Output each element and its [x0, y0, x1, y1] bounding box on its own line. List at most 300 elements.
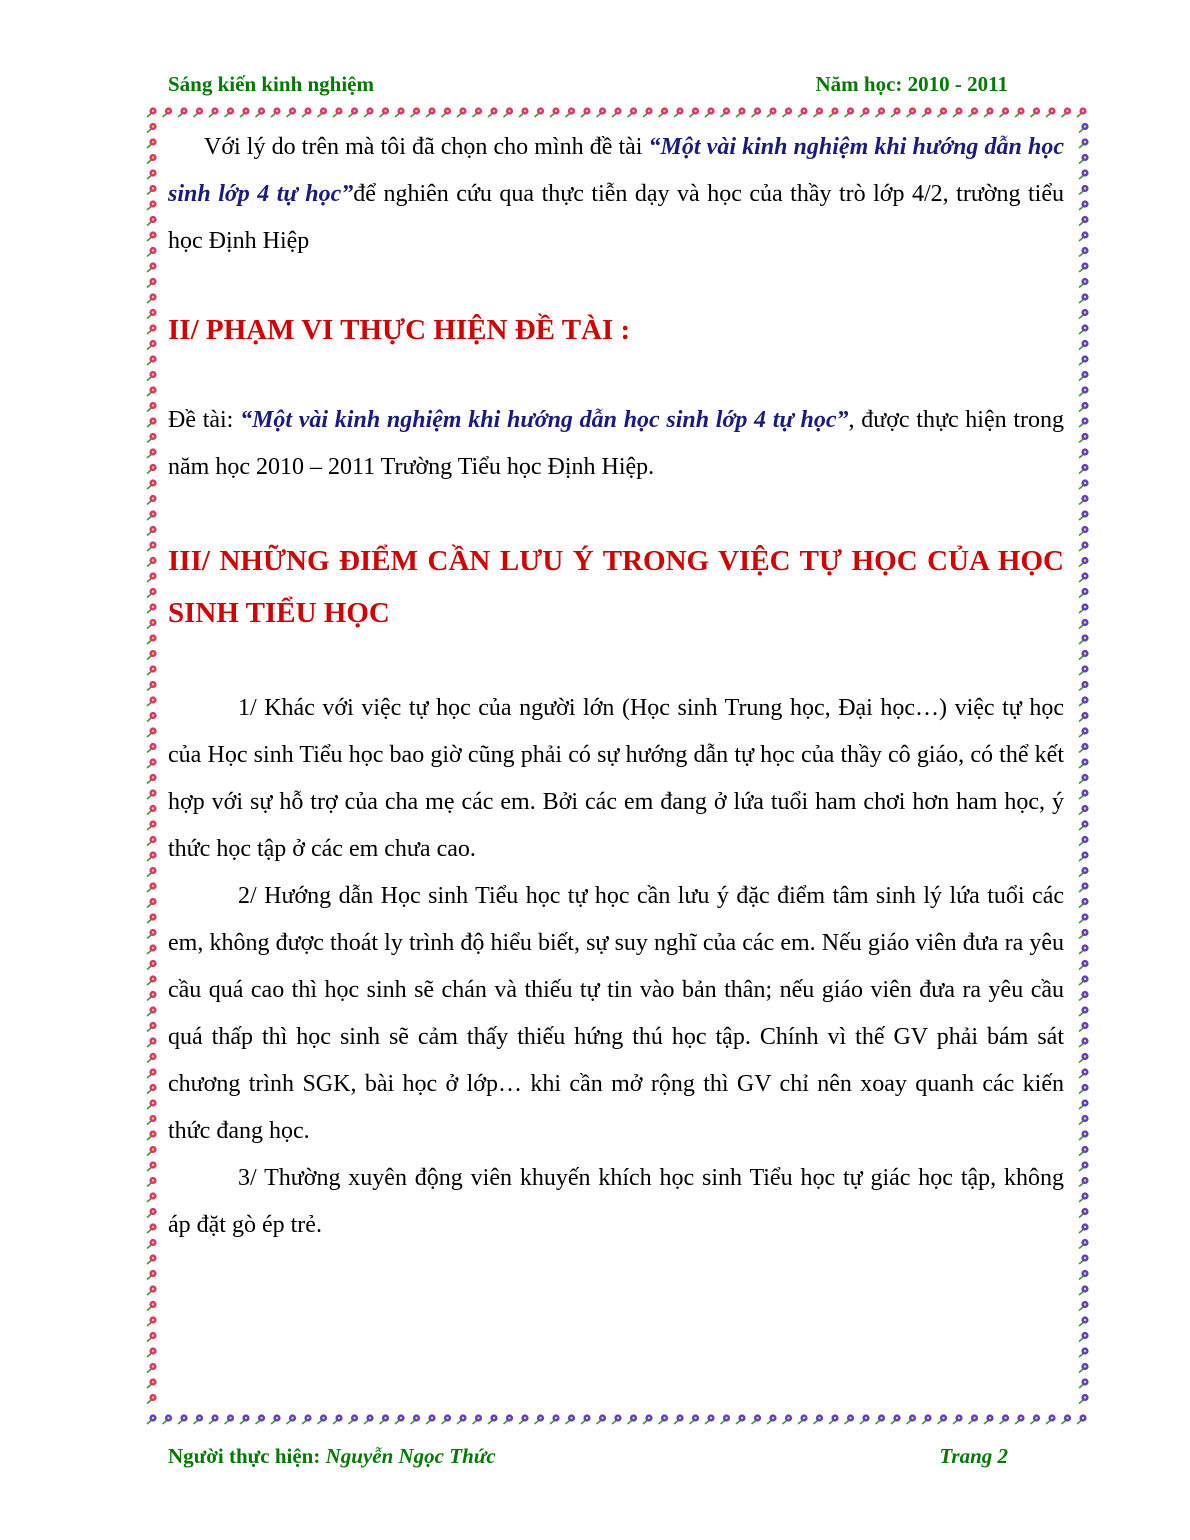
border-flower [302, 107, 312, 117]
border-flower [783, 1414, 793, 1424]
border-flower [147, 867, 157, 877]
border-flower [1079, 448, 1089, 458]
border-flower [1079, 185, 1089, 195]
border-flower [488, 1414, 498, 1424]
border-flower [1079, 743, 1089, 753]
border-flower [1079, 355, 1089, 365]
border-flower [147, 417, 157, 427]
border-flower [643, 107, 653, 117]
border-flower [256, 107, 266, 117]
border-flower [147, 1006, 157, 1016]
border-flower [147, 960, 157, 970]
border-flower [147, 991, 157, 1001]
border-flower [209, 107, 219, 117]
border-flower [147, 355, 157, 365]
border-flower [1046, 107, 1056, 117]
border-flower [1079, 1037, 1089, 1047]
border-flower [597, 1414, 607, 1424]
border-flower [147, 1130, 157, 1140]
border-flower [256, 1414, 266, 1424]
border-flower [194, 1414, 204, 1424]
border-flower [752, 107, 762, 117]
border-flower [1079, 1316, 1089, 1326]
intro-paragraph [168, 124, 1064, 265]
point-1-paragraph: 1/ Khác với việc tự học của người lớn (Học sinh Trung học, Đại học…) việc tự học của Học sinh Tiểu học bao giờ cũng phải có sự hướng dẫn tự học của thầy cô giáo, có thể kết hợp với sự hỗ trợ của cha mẹ các em. Bởi các em đang ở lứa tuổi ham chơi hơn ham học, ý thức học tập ở các em chưa cao. [168, 695, 1064, 862]
border-flower [147, 712, 157, 722]
header-title: Sáng kiến kinh nghiệm [168, 72, 375, 96]
border-flower [163, 107, 173, 117]
border-flower [829, 107, 839, 117]
border-flower [240, 107, 250, 117]
border-flower [147, 913, 157, 923]
border-flower [147, 727, 157, 737]
border-flower [1031, 107, 1041, 117]
border-flower [1079, 154, 1089, 164]
border-flower [1079, 727, 1089, 737]
border-flower [535, 1414, 545, 1424]
border-flower [736, 107, 746, 117]
border-flower [1079, 526, 1089, 536]
border-flower [147, 371, 157, 381]
border-flower [1000, 107, 1010, 117]
border-flower [550, 1414, 560, 1424]
page-header [168, 72, 1008, 97]
border-flower [147, 479, 157, 489]
border-flower [907, 107, 917, 117]
border-flower [1079, 510, 1089, 520]
border-flower [1079, 340, 1089, 350]
border-flower [519, 1414, 529, 1424]
border-flower [147, 1146, 157, 1156]
border-flower [147, 293, 157, 303]
border-flower [147, 1394, 157, 1404]
border-flower [690, 1414, 700, 1424]
author-name: Nguyễn Ngọc Thức [325, 1444, 496, 1468]
border-flower [147, 1414, 157, 1424]
border-flower [287, 107, 297, 117]
border-flower [178, 107, 188, 117]
border-flower [1079, 1053, 1089, 1063]
border-flower [1079, 1099, 1089, 1109]
border-flower [147, 138, 157, 148]
border-flower [147, 402, 157, 412]
border-flower [1079, 805, 1089, 815]
border-flower [147, 154, 157, 164]
border-flower [1079, 603, 1089, 613]
border-flower [1079, 1239, 1089, 1249]
border-flower [1079, 309, 1089, 319]
border-flower [705, 1414, 715, 1424]
border-flower [721, 107, 731, 117]
border-flower [147, 526, 157, 536]
border-flower [1079, 960, 1089, 970]
border-flower [318, 1414, 328, 1424]
border-flower [147, 386, 157, 396]
border-flower [147, 1115, 157, 1125]
border-flower [1079, 1022, 1089, 1032]
border-flower [1079, 1130, 1089, 1140]
border-flower [984, 1414, 994, 1424]
border-flower [1079, 789, 1089, 799]
border-flower [457, 107, 467, 117]
page-content [168, 124, 1064, 1249]
border-flower [147, 929, 157, 939]
border-flower [597, 107, 607, 117]
border-flower [581, 1414, 591, 1424]
border-flower [519, 107, 529, 117]
border-flower [1062, 1414, 1072, 1424]
border-flower [147, 1378, 157, 1388]
border-flower [1079, 138, 1089, 148]
border-flower [147, 603, 157, 613]
border-flower [147, 1068, 157, 1078]
border-flower [922, 107, 932, 117]
border-flower [845, 1414, 855, 1424]
footer-author [168, 1444, 496, 1469]
border-flower [442, 107, 452, 117]
border-flower [147, 820, 157, 830]
border-flower [705, 107, 715, 117]
border-flower [1079, 634, 1089, 644]
border-flower [907, 1414, 917, 1424]
border-flower [488, 107, 498, 117]
border-flower [147, 836, 157, 846]
spacer [168, 491, 1064, 535]
border-flower [938, 1414, 948, 1424]
border-flower [147, 944, 157, 954]
border-flower [814, 1414, 824, 1424]
border-flower [1079, 200, 1089, 210]
border-flower [147, 231, 157, 241]
border-flower [1079, 774, 1089, 784]
border-flower [922, 1414, 932, 1424]
border-flower [752, 1414, 762, 1424]
border-flower [876, 1414, 886, 1424]
border-flower [1079, 944, 1089, 954]
page-footer [168, 1444, 1008, 1469]
border-flower [1079, 1332, 1089, 1342]
border-flower [1079, 1363, 1089, 1373]
border-flower [225, 1414, 235, 1424]
border-flower [147, 696, 157, 706]
border-flower [535, 107, 545, 117]
point-2-paragraph: 2/ Hướng dẫn Học sinh Tiểu học tự học cần lưu ý đặc điểm tâm sinh lý lứa tuổi các em, không được thoát ly trình độ hiểu biết, sự suy nghĩ của các em. Nếu giáo viên đưa ra yêu cầu quá cao thì học sinh sẽ chán và thiếu tự tin vào bản thân; nếu giáo viên đưa ra yêu cầu quá thấp thì học sinh sẽ cảm thấy thiếu hứng thú học tập. Chính vì thế GV phải bám sát chương trình SGK, bài học ở lớp… khi cần mở rộng thì GV chỉ nên xoay quanh các kiến thức đang học. [168, 883, 1064, 1144]
border-flower [147, 1037, 157, 1047]
border-flower [147, 882, 157, 892]
border-flower [1079, 1270, 1089, 1280]
border-flower [147, 650, 157, 660]
border-flower [426, 107, 436, 117]
border-flower [969, 1414, 979, 1424]
border-flower [721, 1414, 731, 1424]
border-flower [1079, 1161, 1089, 1171]
border-flower [333, 1414, 343, 1424]
border-flower [1079, 541, 1089, 551]
border-flower [891, 107, 901, 117]
border-flower [736, 1414, 746, 1424]
border-flower [1062, 107, 1072, 117]
border-flower [1079, 913, 1089, 923]
border-flower [891, 1414, 901, 1424]
border-flower [1079, 216, 1089, 226]
border-flower [147, 495, 157, 505]
border-flower [1079, 758, 1089, 768]
border-flower [1079, 1084, 1089, 1094]
border-flower [1077, 107, 1087, 117]
border-flower [1079, 1223, 1089, 1233]
border-flower [302, 1414, 312, 1424]
author-label: Người thực hiện: [168, 1444, 326, 1468]
border-flower [969, 107, 979, 117]
border-flower [147, 665, 157, 675]
header-school-year: Năm học: 2010 - 2011 [815, 72, 1008, 96]
border-flower [411, 107, 421, 117]
border-flower [829, 1414, 839, 1424]
border-flower [147, 1053, 157, 1063]
scope-text-continued: , được thực hiện trong năm học 2010 – 2011 Trường Tiểu học Định Hiệp. [168, 407, 1064, 480]
border-flower [1079, 1192, 1089, 1202]
border-flower [581, 107, 591, 117]
border-flower [1079, 1394, 1089, 1404]
border-flower [659, 1414, 669, 1424]
border-flower [147, 1347, 157, 1357]
border-flower [659, 107, 669, 117]
border-flower [147, 774, 157, 784]
border-flower [674, 107, 684, 117]
border-flower [1079, 712, 1089, 722]
border-flower [1079, 1254, 1089, 1264]
border-flower [1079, 1115, 1089, 1125]
border-flower [1079, 495, 1089, 505]
border-flower [473, 107, 483, 117]
border-flower [147, 464, 157, 474]
border-flower [814, 107, 824, 117]
border-flower [1079, 169, 1089, 179]
border-flower [1079, 991, 1089, 1001]
border-flower [938, 107, 948, 117]
border-flower [147, 758, 157, 768]
border-flower [1079, 386, 1089, 396]
border-flower [349, 1414, 359, 1424]
border-flower [1079, 557, 1089, 567]
border-flower [147, 1316, 157, 1326]
border-flower [147, 572, 157, 582]
border-flower [194, 107, 204, 117]
scope-topic-title: “Một vài kinh nghiệm khi hướng dẫn học sinh lớp 4 tự học” [240, 407, 849, 433]
border-flower [674, 1414, 684, 1424]
border-flower [147, 789, 157, 799]
border-flower [147, 262, 157, 272]
border-flower [1015, 107, 1025, 117]
border-flower [147, 1022, 157, 1032]
border-flower [271, 1414, 281, 1424]
border-flower [380, 107, 390, 117]
border-flower [628, 1414, 638, 1424]
border-flower [1079, 123, 1089, 133]
border-flower [783, 107, 793, 117]
point-3-paragraph: 3/ Thường xuyên động viên khuyến khích học sinh Tiểu học tự giác học tập, không áp đặt gò ép trẻ. [168, 1165, 1064, 1238]
border-flower [1079, 820, 1089, 830]
border-flower [147, 309, 157, 319]
border-flower [504, 1414, 514, 1424]
border-flower [1031, 1414, 1041, 1424]
border-flower [147, 123, 157, 133]
intro-topic-title: “Một vài kinh nghiệm khi hướng dẫn học sinh lớp 4 tự học” [168, 134, 1064, 207]
border-flower [1079, 231, 1089, 241]
border-flower [333, 107, 343, 117]
border-flower [1079, 851, 1089, 861]
border-flower [287, 1414, 297, 1424]
border-flower [147, 169, 157, 179]
border-flower [147, 216, 157, 226]
border-flower [147, 851, 157, 861]
border-flower [147, 340, 157, 350]
border-flower [984, 107, 994, 117]
border-flower [798, 1414, 808, 1424]
border-flower [147, 588, 157, 598]
border-flower [1079, 1146, 1089, 1156]
border-flower [147, 324, 157, 334]
border-flower [550, 107, 560, 117]
border-flower [566, 1414, 576, 1424]
border-flower [147, 1285, 157, 1295]
border-flower [1079, 867, 1089, 877]
border-flower [1079, 1208, 1089, 1218]
border-flower [643, 1414, 653, 1424]
border-flower [147, 1239, 157, 1249]
border-flower [1079, 247, 1089, 257]
border-flower [147, 185, 157, 195]
border-flower [147, 975, 157, 985]
border-flower [1079, 650, 1089, 660]
intro-text: Với lý do trên mà tôi đã chọn cho mình đề tài [204, 134, 649, 160]
border-flower [240, 1414, 250, 1424]
border-flower [147, 247, 157, 257]
border-flower [1000, 1414, 1010, 1424]
border-flower [147, 619, 157, 629]
border-flower [612, 107, 622, 117]
scope-paragraph [168, 397, 1064, 491]
section-3-heading: III/ NHỮNG ĐIỂM CẦN LƯU Ý TRONG VIỆC TỰ HỌC CỦA HỌC SINH TIỂU HỌC [168, 545, 1064, 629]
border-flower [271, 107, 281, 117]
border-flower [1079, 262, 1089, 272]
border-flower [798, 107, 808, 117]
border-flower [442, 1414, 452, 1424]
section-2-heading: II/ PHẠM VI THỰC HIỆN ĐỀ TÀI : [168, 314, 631, 346]
spacer [168, 639, 1064, 685]
border-flower [147, 1223, 157, 1233]
border-flower [147, 448, 157, 458]
border-flower [1079, 696, 1089, 706]
border-flower [147, 681, 157, 691]
border-flower [147, 557, 157, 567]
border-flower [147, 278, 157, 288]
border-flower [504, 107, 514, 117]
border-flower [380, 1414, 390, 1424]
border-flower [1079, 1301, 1089, 1311]
spacer [168, 265, 1064, 305]
border-flower [1079, 836, 1089, 846]
scope-text: Đề tài: [168, 407, 241, 433]
border-flower [845, 107, 855, 117]
border-flower [1079, 1177, 1089, 1187]
border-flower [457, 1414, 467, 1424]
border-flower [767, 1414, 777, 1424]
border-flower [349, 107, 359, 117]
border-flower [147, 541, 157, 551]
border-flower [1079, 665, 1089, 675]
border-flower [1079, 1378, 1089, 1388]
border-flower [1079, 324, 1089, 334]
border-flower [395, 107, 405, 117]
border-flower [147, 1084, 157, 1094]
border-flower [473, 1414, 483, 1424]
border-flower [1079, 619, 1089, 629]
border-flower [876, 107, 886, 117]
border-flower [1079, 278, 1089, 288]
border-flower [178, 1414, 188, 1424]
border-flower [411, 1414, 421, 1424]
border-flower [426, 1414, 436, 1424]
border-flower [1046, 1414, 1056, 1424]
border-flower [1079, 1347, 1089, 1357]
border-flower [147, 1177, 157, 1187]
border-flower [364, 107, 374, 117]
border-flower [209, 1414, 219, 1424]
border-flower [953, 107, 963, 117]
border-flower [147, 510, 157, 520]
border-flower [163, 1414, 173, 1424]
border-flower [1079, 929, 1089, 939]
border-flower [860, 1414, 870, 1424]
border-flower [147, 1270, 157, 1280]
border-flower [147, 1208, 157, 1218]
border-flower [147, 805, 157, 815]
border-flower [147, 898, 157, 908]
border-flower [1079, 1285, 1089, 1295]
border-flower [690, 107, 700, 117]
border-flower [566, 107, 576, 117]
border-flower [147, 1363, 157, 1373]
border-flower [147, 433, 157, 443]
border-flower [1079, 572, 1089, 582]
border-flower [1079, 882, 1089, 892]
border-flower [860, 107, 870, 117]
border-flower [147, 1332, 157, 1342]
border-flower [1079, 588, 1089, 598]
border-flower [1079, 975, 1089, 985]
spacer [168, 355, 1064, 397]
border-flower [953, 1414, 963, 1424]
intro-text-continued: để nghiên cứu qua thực tiễn dạy và học của thầy trò lớp 4/2, trường tiểu học Định Hiệp [168, 181, 1065, 254]
border-flower [147, 743, 157, 753]
border-flower [612, 1414, 622, 1424]
border-flower [1079, 1068, 1089, 1078]
border-flower [767, 107, 777, 117]
border-flower [147, 1254, 157, 1264]
border-flower [1079, 464, 1089, 474]
border-flower [364, 1414, 374, 1424]
border-flower [1079, 898, 1089, 908]
border-flower [395, 1414, 405, 1424]
border-flower [1079, 293, 1089, 303]
border-flower [1079, 1006, 1089, 1016]
border-flower [1077, 1414, 1087, 1424]
border-flower [318, 107, 328, 117]
border-flower [147, 1161, 157, 1171]
border-flower [1079, 681, 1089, 691]
border-flower [147, 634, 157, 644]
